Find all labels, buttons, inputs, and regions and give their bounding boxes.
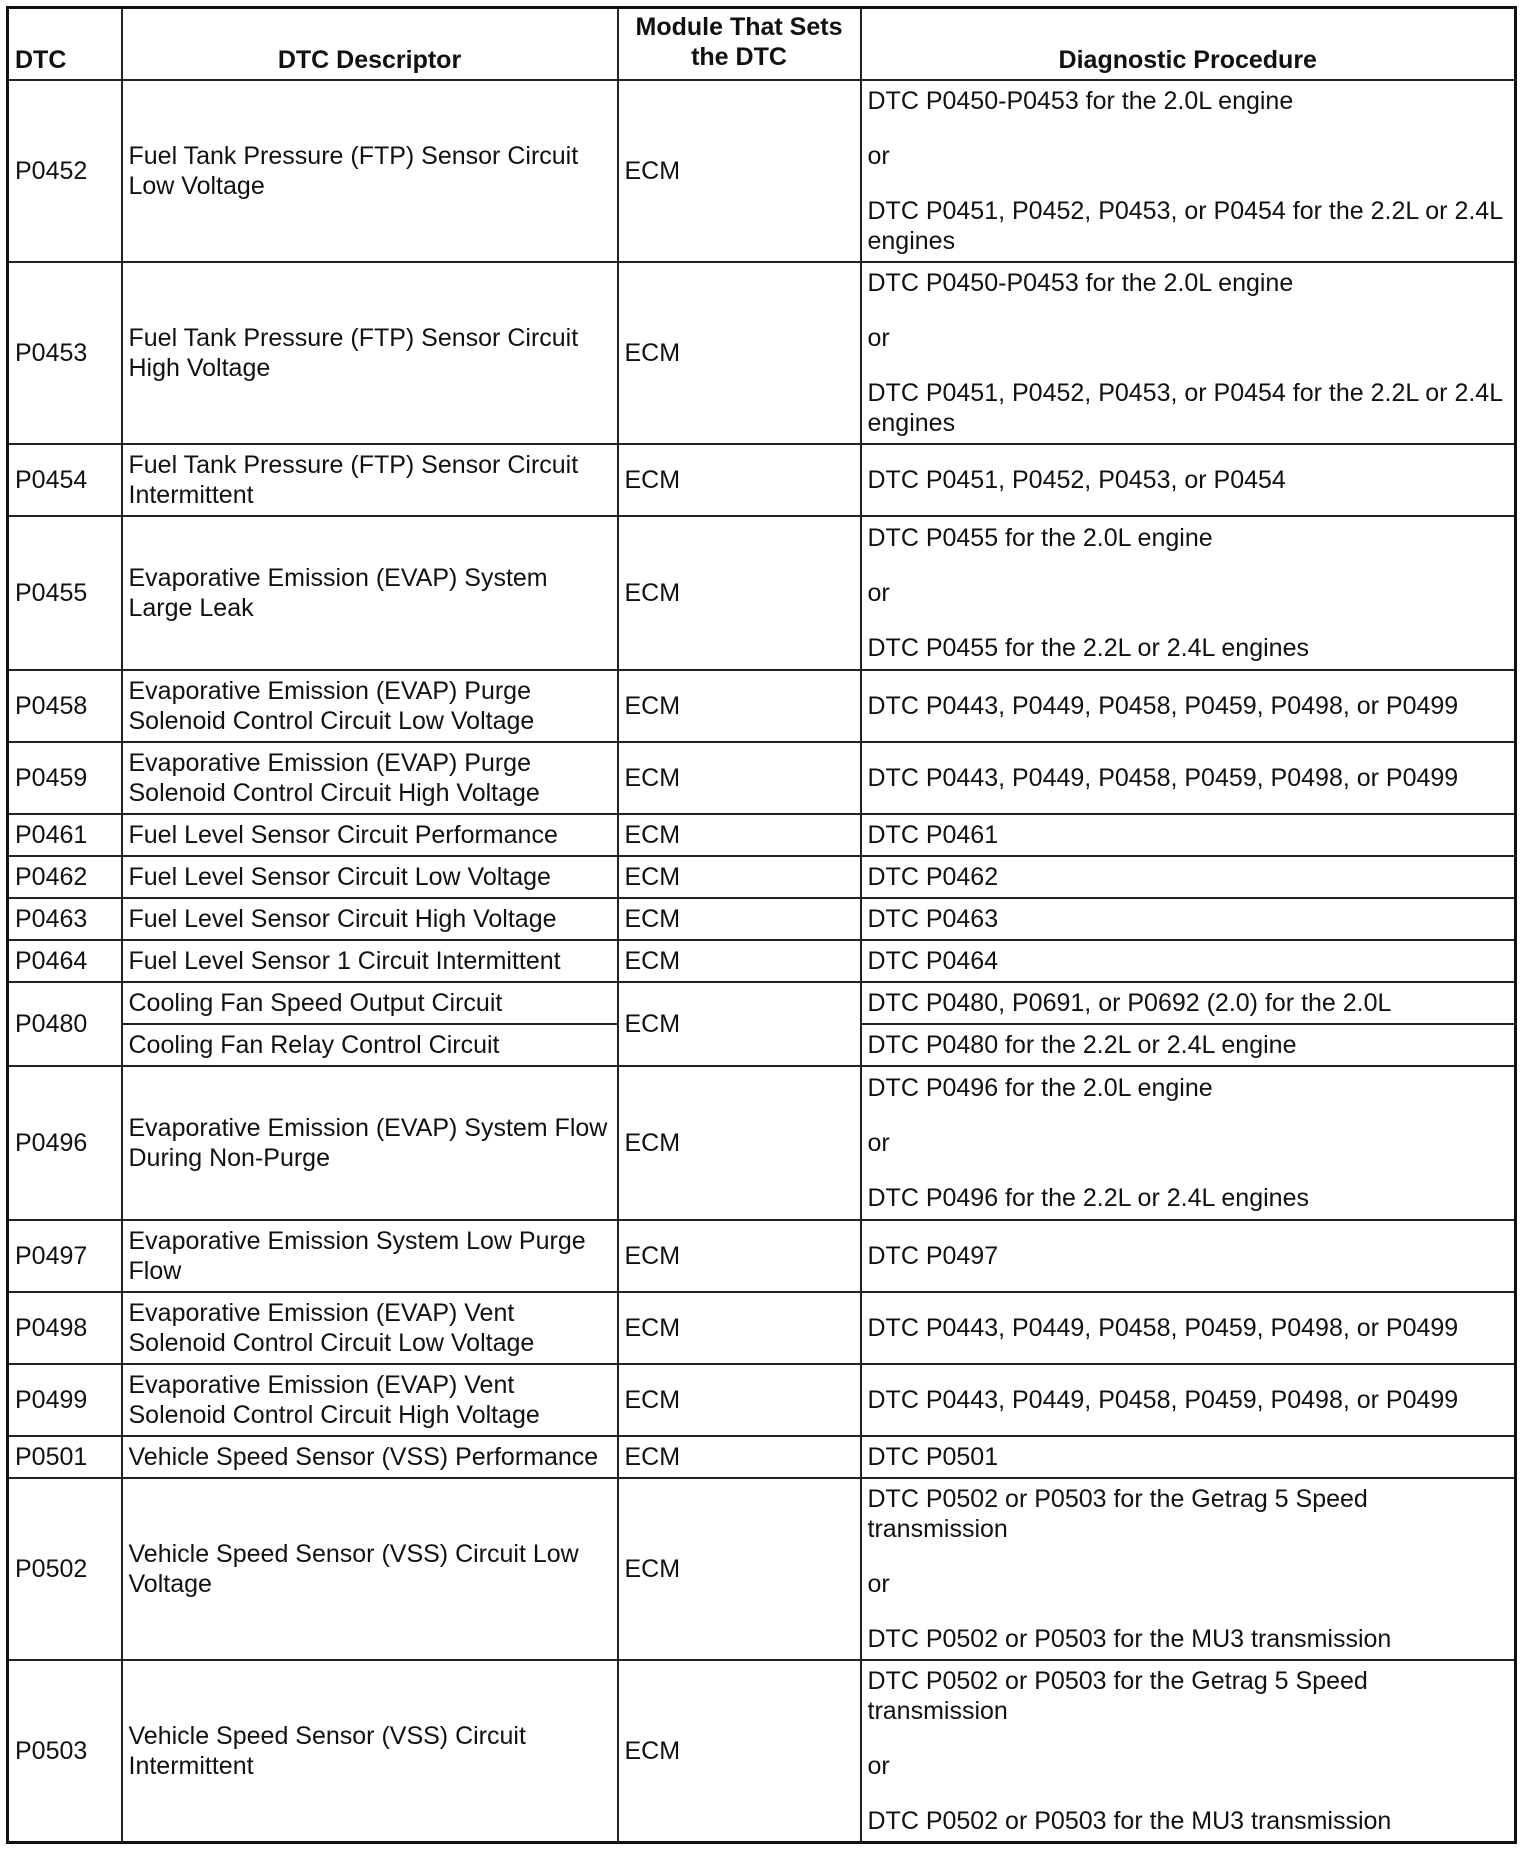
procedure-line: DTC P0451, P0452, P0453, or P0454 for the 2.2L or 2.4L engines bbox=[867, 378, 1503, 437]
table-row bbox=[8, 1292, 1516, 1364]
dtc-code: P0461 bbox=[8, 814, 122, 856]
table-row bbox=[8, 982, 1516, 1024]
module: ECM bbox=[618, 1066, 861, 1220]
dtc-code: P0455 bbox=[8, 516, 122, 670]
diagnostic-procedure: DTC P0480 for the 2.2L or 2.4L engine bbox=[861, 1024, 1516, 1066]
table-row bbox=[8, 1364, 1516, 1436]
dtc-code: P0452 bbox=[8, 80, 122, 262]
table-row bbox=[8, 670, 1516, 742]
module: ECM bbox=[618, 742, 861, 814]
table-row bbox=[8, 1478, 1516, 1660]
procedure-line: or bbox=[867, 578, 890, 607]
dtc-descriptor: Evaporative Emission (EVAP) Vent Solenoid Control Circuit Low Voltage bbox=[122, 1292, 618, 1364]
table-row bbox=[8, 898, 1516, 940]
dtc-code: P0502 bbox=[8, 1478, 122, 1660]
module: ECM bbox=[618, 1292, 861, 1364]
procedure-line: DTC P0502 or P0503 for the MU3 transmission bbox=[867, 1625, 1392, 1654]
dtc-code: P0499 bbox=[8, 1364, 122, 1436]
procedure-line: DTC P0502 or P0503 for the Getrag 5 Speed transmission bbox=[867, 1485, 1368, 1544]
module: ECM bbox=[618, 670, 861, 742]
dtc-descriptor: Vehicle Speed Sensor (VSS) Performance bbox=[122, 1436, 618, 1478]
module: ECM bbox=[618, 1436, 861, 1478]
table-row bbox=[8, 80, 1516, 262]
module: ECM bbox=[618, 1660, 861, 1842]
module: ECM bbox=[618, 856, 861, 898]
procedure-line: DTC P0450-P0453 for the 2.0L engine bbox=[867, 268, 1294, 297]
procedure-line: DTC P0463 bbox=[867, 904, 999, 933]
procedure-line: DTC P0497 bbox=[867, 1242, 999, 1271]
module: ECM bbox=[618, 80, 861, 262]
dtc-descriptor: Cooling Fan Speed Output Circuit bbox=[122, 982, 618, 1024]
procedure-line: DTC P0496 for the 2.0L engine bbox=[867, 1073, 1213, 1102]
dtc-descriptor: Fuel Level Sensor Circuit Low Voltage bbox=[122, 856, 618, 898]
procedure-line: DTC P0443, P0449, P0458, P0459, P0498, or P0499 bbox=[867, 1314, 1459, 1343]
diagnostic-procedure bbox=[861, 814, 1516, 856]
module: ECM bbox=[618, 982, 861, 1066]
dtc-descriptor: Fuel Level Sensor 1 Circuit Intermittent bbox=[122, 940, 618, 982]
dtc-descriptor: Fuel Tank Pressure (FTP) Sensor Circuit Intermittent bbox=[122, 444, 618, 516]
table-row bbox=[8, 1066, 1516, 1220]
module: ECM bbox=[618, 1364, 861, 1436]
table-row bbox=[8, 444, 1516, 516]
dtc-descriptor: Evaporative Emission (EVAP) System Large Leak bbox=[122, 516, 618, 670]
procedure-line: DTC P0461 bbox=[867, 820, 999, 849]
procedure-line: DTC P0455 for the 2.0L engine bbox=[867, 523, 1213, 552]
diagnostic-procedure bbox=[861, 1292, 1516, 1364]
procedure-line: or bbox=[867, 1752, 890, 1781]
dtc-descriptor: Evaporative Emission (EVAP) System Flow During Non-Purge bbox=[122, 1066, 618, 1220]
dtc-code: P0462 bbox=[8, 856, 122, 898]
dtc-code: P0453 bbox=[8, 262, 122, 444]
diagnostic-procedure bbox=[861, 742, 1516, 814]
dtc-descriptor: Fuel Tank Pressure (FTP) Sensor Circuit Low Voltage bbox=[122, 80, 618, 262]
dtc-code: P0501 bbox=[8, 1436, 122, 1478]
dtc-code: P0454 bbox=[8, 444, 122, 516]
dtc-table bbox=[6, 6, 1517, 1844]
dtc-descriptor: Evaporative Emission (EVAP) Purge Solenoid Control Circuit High Voltage bbox=[122, 742, 618, 814]
module: ECM bbox=[618, 444, 861, 516]
module: ECM bbox=[618, 940, 861, 982]
diagnostic-procedure bbox=[861, 262, 1516, 444]
table-row bbox=[8, 1436, 1516, 1478]
dtc-descriptor: Fuel Level Sensor Circuit Performance bbox=[122, 814, 618, 856]
dtc-code: P0497 bbox=[8, 1220, 122, 1292]
procedure-line: DTC P0462 bbox=[867, 862, 999, 891]
dtc-code: P0463 bbox=[8, 898, 122, 940]
procedure-line: DTC P0464 bbox=[867, 946, 999, 975]
table-row bbox=[8, 1220, 1516, 1292]
diagnostic-procedure bbox=[861, 1364, 1516, 1436]
dtc-document bbox=[6, 6, 1514, 1844]
dtc-descriptor: Cooling Fan Relay Control Circuit bbox=[122, 1024, 618, 1066]
module: ECM bbox=[618, 898, 861, 940]
procedure-line: DTC P0496 for the 2.2L or 2.4L engines bbox=[867, 1183, 1309, 1212]
table-row bbox=[8, 940, 1516, 982]
table-row bbox=[8, 742, 1516, 814]
diagnostic-procedure bbox=[861, 1220, 1516, 1292]
module: ECM bbox=[618, 516, 861, 670]
dtc-descriptor: Evaporative Emission (EVAP) Vent Solenoid Control Circuit High Voltage bbox=[122, 1364, 618, 1436]
procedure-line: DTC P0450-P0453 for the 2.0L engine bbox=[867, 86, 1294, 115]
dtc-descriptor: Evaporative Emission System Low Purge Flow bbox=[122, 1220, 618, 1292]
dtc-descriptor: Vehicle Speed Sensor (VSS) Circuit Low Voltage bbox=[122, 1478, 618, 1660]
diagnostic-procedure bbox=[861, 444, 1516, 516]
table-row bbox=[8, 856, 1516, 898]
table-body bbox=[8, 80, 1516, 1843]
header-dtc: DTC bbox=[8, 8, 122, 80]
dtc-descriptor: Fuel Tank Pressure (FTP) Sensor Circuit High Voltage bbox=[122, 262, 618, 444]
procedure-line: DTC P0502 or P0503 for the MU3 transmission bbox=[867, 1807, 1392, 1836]
diagnostic-procedure bbox=[861, 1660, 1516, 1842]
dtc-descriptor: Vehicle Speed Sensor (VSS) Circuit Intermittent bbox=[122, 1660, 618, 1842]
procedure-line: or bbox=[867, 141, 890, 170]
dtc-code: P0498 bbox=[8, 1292, 122, 1364]
procedure-line: DTC P0443, P0449, P0458, P0459, P0498, or P0499 bbox=[867, 763, 1459, 792]
dtc-code: P0459 bbox=[8, 742, 122, 814]
header-module: Module That Sets the DTC bbox=[618, 8, 861, 80]
diagnostic-procedure bbox=[861, 898, 1516, 940]
dtc-descriptor: Fuel Level Sensor Circuit High Voltage bbox=[122, 898, 618, 940]
dtc-code: P0496 bbox=[8, 1066, 122, 1220]
procedure-line: or bbox=[867, 1570, 890, 1599]
procedure-line: or bbox=[867, 323, 890, 352]
diagnostic-procedure bbox=[861, 1066, 1516, 1220]
table-row bbox=[8, 1660, 1516, 1842]
table-row bbox=[8, 814, 1516, 856]
diagnostic-procedure bbox=[861, 1436, 1516, 1478]
dtc-code: P0464 bbox=[8, 940, 122, 982]
procedure-line: DTC P0451, P0452, P0453, or P0454 for the 2.2L or 2.4L engines bbox=[867, 196, 1503, 255]
dtc-code: P0480 bbox=[8, 982, 122, 1066]
procedure-line: DTC P0451, P0452, P0453, or P0454 bbox=[867, 465, 1286, 494]
header-descriptor: DTC Descriptor bbox=[122, 8, 618, 80]
diagnostic-procedure bbox=[861, 940, 1516, 982]
module: ECM bbox=[618, 262, 861, 444]
table-row bbox=[8, 516, 1516, 670]
dtc-code: P0458 bbox=[8, 670, 122, 742]
module: ECM bbox=[618, 814, 861, 856]
table-row bbox=[8, 262, 1516, 444]
procedure-line: DTC P0443, P0449, P0458, P0459, P0498, or P0499 bbox=[867, 691, 1459, 720]
module: ECM bbox=[618, 1478, 861, 1660]
diagnostic-procedure bbox=[861, 516, 1516, 670]
procedure-line: DTC P0501 bbox=[867, 1443, 999, 1472]
diagnostic-procedure bbox=[861, 80, 1516, 262]
diagnostic-procedure: DTC P0480, P0691, or P0692 (2.0) for the 2.0L bbox=[861, 982, 1516, 1024]
header-row bbox=[8, 8, 1516, 80]
diagnostic-procedure bbox=[861, 856, 1516, 898]
module: ECM bbox=[618, 1220, 861, 1292]
dtc-descriptor: Evaporative Emission (EVAP) Purge Solenoid Control Circuit Low Voltage bbox=[122, 670, 618, 742]
diagnostic-procedure bbox=[861, 1478, 1516, 1660]
procedure-line: DTC P0443, P0449, P0458, P0459, P0498, or P0499 bbox=[867, 1386, 1459, 1415]
procedure-line: or bbox=[867, 1128, 890, 1157]
procedure-line: DTC P0455 for the 2.2L or 2.4L engines bbox=[867, 633, 1309, 662]
header-procedure: Diagnostic Procedure bbox=[861, 8, 1516, 80]
dtc-code: P0503 bbox=[8, 1660, 122, 1842]
diagnostic-procedure bbox=[861, 670, 1516, 742]
procedure-line: DTC P0502 or P0503 for the Getrag 5 Speed transmission bbox=[867, 1667, 1368, 1726]
